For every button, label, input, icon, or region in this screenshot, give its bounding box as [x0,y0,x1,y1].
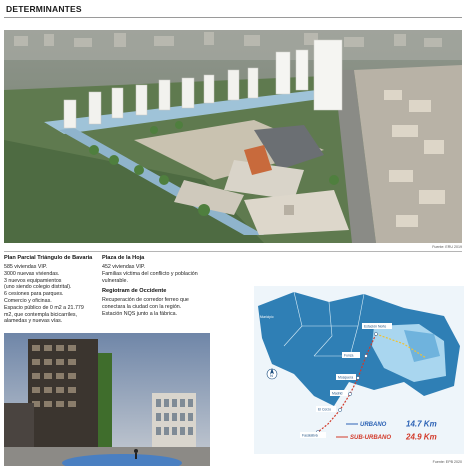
legend-suburban-label: SUB-URBANO [350,435,391,441]
map-label-municipio: Municipio [260,315,274,319]
map-label-facatativa: Facatativá [302,433,318,438]
hoja-line: Familias víctima del conflicto y población [102,270,198,277]
plan-line: m2, que contempla bicicarriles, [4,311,78,318]
hoja-line: vulnerable. [102,277,128,284]
plan-line: 6 cesiones para parques. [4,291,64,298]
section-divider [4,251,462,252]
regiotram-text [102,297,252,317]
legend-suburban-value: 24.9 Km [406,432,437,442]
map-label-el-corzo: El Corzo [318,407,332,412]
map-label-estacion-norte: Estación Norte [364,324,387,329]
hoja-line: 452 viviendas VIP. [102,264,146,270]
regiotram-route-map [254,286,464,454]
map-label-mosquera: Mosquera [338,375,354,380]
page-title: DETERMINANTES [6,4,82,14]
north-label: N [270,373,273,378]
plan-line: alamedas y nuevas vías. [4,318,63,325]
plan-line: Espacio público de 0 m2 a 21.779 [4,304,84,311]
plan-line: 3000 nuevas viviendas. [4,270,60,277]
regiotram-line: Estación NQS junto a la fábrica. [102,310,178,317]
aerial-rendering-image [4,30,462,243]
legend-urban-label: URBANO [360,422,387,428]
regiotram-line: conectara la ciudad con la región. [102,303,182,310]
plan-line: 585 viviendas VIP. [4,264,48,270]
regiotram-line: Recuperación de corredor ferreo que [102,297,189,303]
plan-line: 3 nuevos equipamientos [4,277,62,284]
plan-line: Comercio y oficinas. [4,297,52,304]
plan-parcial-title: Plan Parcial Triángulo de Bavaria [4,255,93,261]
aerial-image-credit: Fuente: ERU 2019 [432,245,462,249]
map-label-madrid: Madrid [332,391,343,396]
plaza-hoja-title: Plaza de la Hoja [102,255,145,261]
regiotram-title: Regiotram de Occidente [102,288,167,294]
map-label-funza: Funza [344,353,354,358]
map-credit: Fuente: EPB 2020 [432,460,462,464]
title-divider [4,17,462,18]
building-photo [4,333,210,466]
legend-urban-value: 14.7 Km [406,419,437,429]
plan-line: (uno siendo colegio distrital). [4,284,72,291]
plan-parcial-text [4,264,102,325]
plaza-hoja-text [102,264,252,284]
